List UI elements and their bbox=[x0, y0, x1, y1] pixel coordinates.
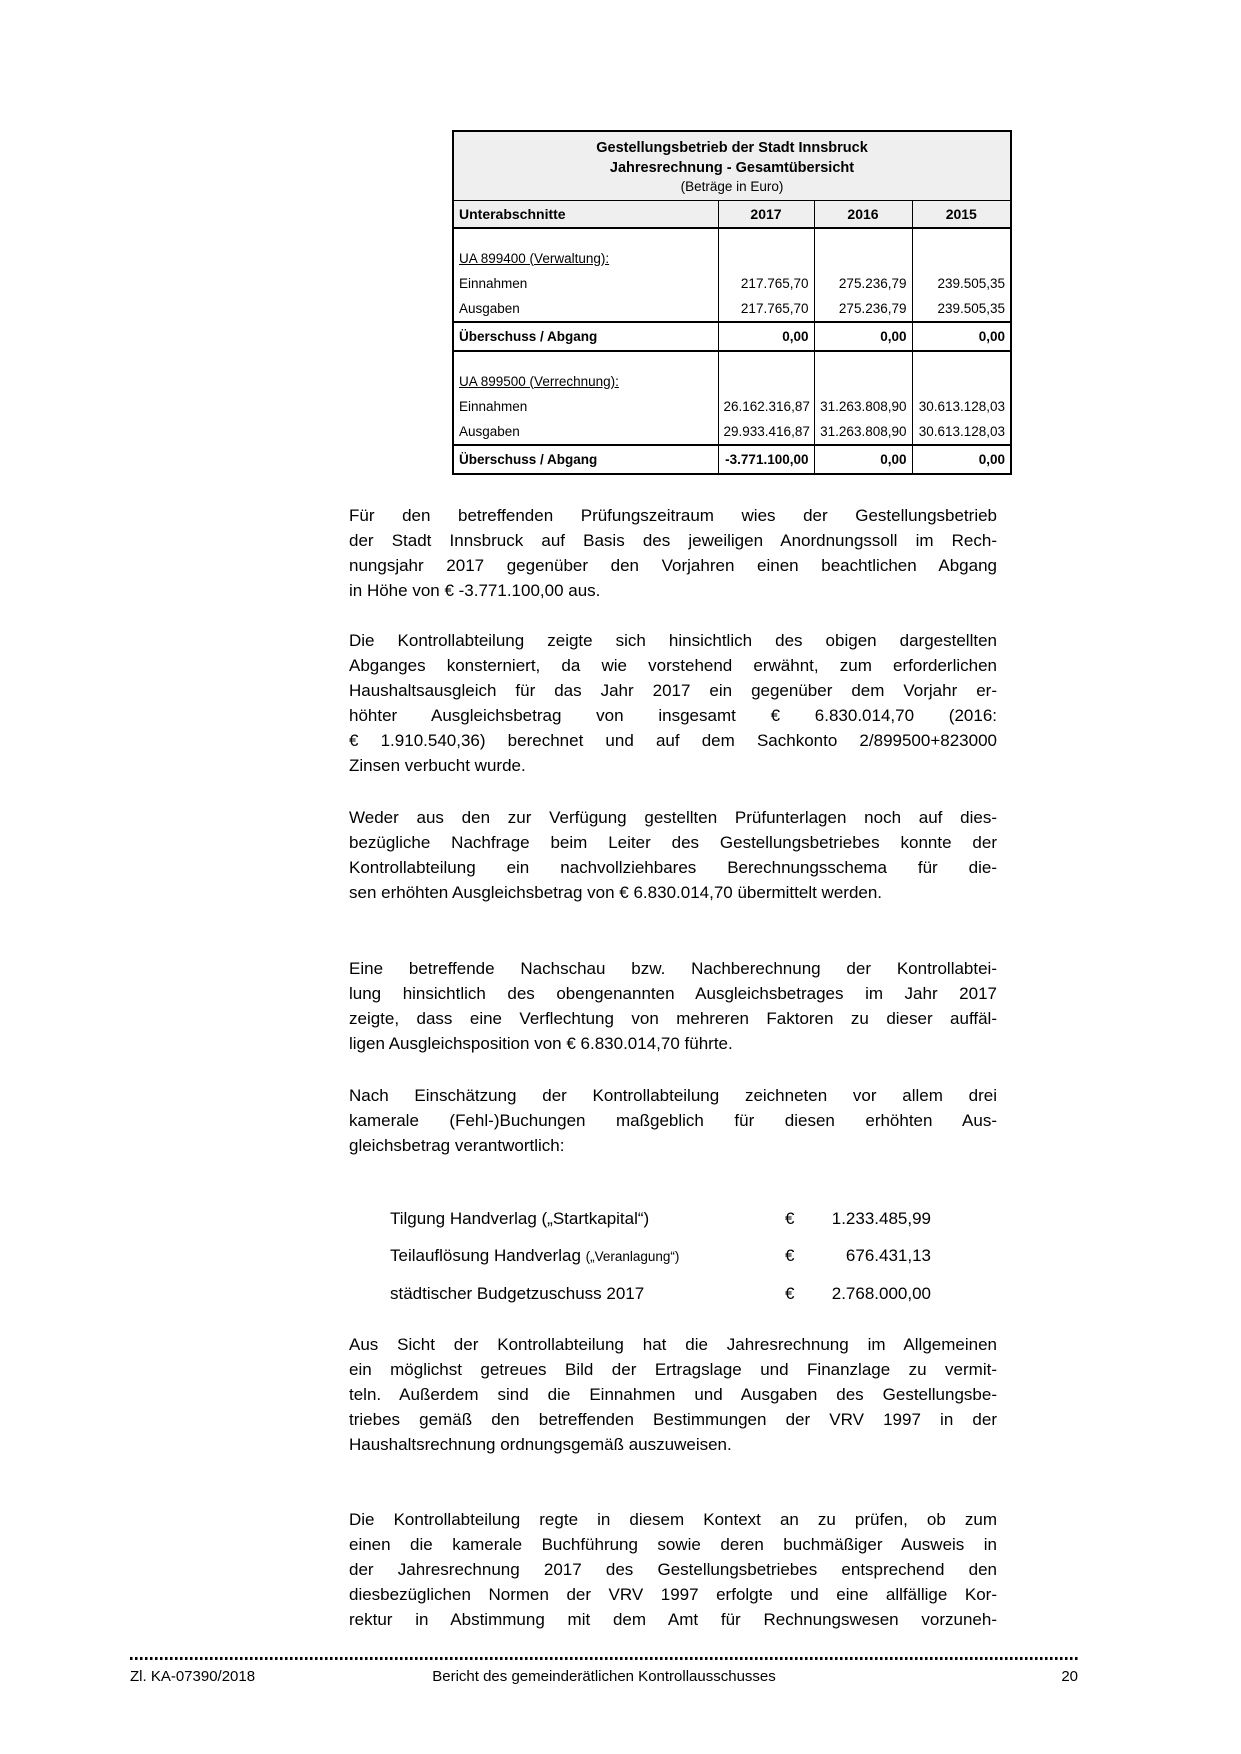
empty-cell bbox=[718, 245, 814, 271]
paragraph bbox=[349, 1332, 997, 1457]
spacer-cell bbox=[814, 351, 912, 368]
total-2016: 0,00 bbox=[814, 322, 912, 351]
text-line: diesbezüglichen Normen der VRV 1997 erfolgte und eine allfällige Kor- bbox=[349, 1585, 997, 1604]
text-line: Für den betreffenden Prüfungszeitraum wies der Gestellungsbetrieb bbox=[349, 506, 997, 525]
empty-cell bbox=[718, 368, 814, 394]
column-header-2016: 2016 bbox=[814, 201, 912, 229]
section1-heading-cell bbox=[453, 245, 718, 271]
value-2016: 31.263.808,90 bbox=[814, 419, 912, 445]
section2-total-row bbox=[453, 445, 1011, 474]
paragraph bbox=[349, 1507, 997, 1632]
list-item-label bbox=[390, 1206, 785, 1231]
list-item bbox=[390, 1206, 997, 1231]
footer-report-title: Bericht des gemeinderätlichen Kontrollausschusses bbox=[432, 1667, 776, 1685]
value-2017: 217.765,70 bbox=[718, 271, 814, 296]
value-2015: 30.613.128,03 bbox=[912, 419, 1011, 445]
text-line: kamerale (Fehl-)Buchungen maßgeblich für diesen erhöhten Aus- bbox=[349, 1111, 997, 1130]
table-title-line1: Gestellungsbetrieb der Stadt Innsbruck bbox=[596, 140, 868, 156]
table-spacer-row bbox=[453, 351, 1011, 368]
total-label: Überschuss / Abgang bbox=[453, 445, 718, 474]
value-2015: 239.505,35 bbox=[912, 296, 1011, 322]
spacer-cell bbox=[718, 228, 814, 245]
value-2016: 275.236,79 bbox=[814, 296, 912, 322]
total-label: Überschuss / Abgang bbox=[453, 322, 718, 351]
text-line: zeigte, dass eine Verflechtung von mehreren Faktoren zu dieser auffäl- bbox=[349, 1009, 997, 1028]
empty-cell bbox=[912, 245, 1011, 271]
paragraph bbox=[349, 1083, 997, 1158]
table-row bbox=[453, 419, 1011, 445]
list-item-label bbox=[390, 1281, 785, 1306]
list-item bbox=[390, 1281, 997, 1306]
text-line: in Höhe von € -3.771.100,00 aus. bbox=[349, 581, 601, 600]
text-line: höhter Ausgleichsbetrag von insgesamt € 6.830.014,70 (2016: bbox=[349, 706, 997, 725]
text-line: Die Kontrollabteilung zeigte sich hinsichtlich des obigen dargestellten bbox=[349, 631, 997, 650]
total-2015: 0,00 bbox=[912, 322, 1011, 351]
list-item-amount: 1.233.485,99 bbox=[831, 1209, 931, 1228]
paragraph bbox=[349, 805, 997, 905]
total-2017: -3.771.100,00 bbox=[718, 445, 814, 474]
section2-heading-row bbox=[453, 368, 1011, 394]
list-item-amount: 2.768.000,00 bbox=[831, 1284, 931, 1303]
text-line: Zinsen verbucht wurde. bbox=[349, 756, 526, 775]
table-row bbox=[453, 296, 1011, 322]
spacer-cell bbox=[912, 351, 1011, 368]
text-line: der Jahresrechnung 2017 des Gestellungsbetriebes entsprechend den bbox=[349, 1560, 997, 1579]
column-header-2017: 2017 bbox=[718, 201, 814, 229]
list-item-label-text: Teilauflösung Handverlag bbox=[390, 1246, 586, 1265]
table-column-header-row bbox=[453, 201, 1011, 229]
empty-cell bbox=[912, 368, 1011, 394]
text-line: Aus Sicht der Kontrollabteilung hat die Jahresrechnung im Allgemeinen bbox=[349, 1335, 997, 1354]
text-line: Eine betreffende Nachschau bzw. Nachberechnung der Kontrollabtei- bbox=[349, 959, 997, 978]
spacer-cell bbox=[453, 351, 718, 368]
text-line: Weder aus den zur Verfügung gestellten Prüfunterlagen noch auf dies- bbox=[349, 808, 997, 827]
row-label: Einnahmen bbox=[459, 399, 528, 414]
text-line: der Stadt Innsbruck auf Basis des jeweiligen Anordnungssoll im Rech- bbox=[349, 531, 997, 550]
row-label: Ausgaben bbox=[459, 301, 520, 316]
text-line: ligen Ausgleichsposition von € 6.830.014,70 führte. bbox=[349, 1034, 733, 1053]
text-line: ein möglichst getreues Bild der Ertragslage und Finanzlage zu vermit- bbox=[349, 1360, 997, 1379]
table-title-line3: (Beträge in Euro) bbox=[680, 179, 784, 194]
empty-cell bbox=[814, 245, 912, 271]
spacer-cell bbox=[814, 228, 912, 245]
total-2016: 0,00 bbox=[814, 445, 912, 474]
text-line: Haushaltsausgleich für das Jahr 2017 ein gegenüber dem Vorjahr er- bbox=[349, 681, 997, 700]
list-item-label-small: („Veranlagung“) bbox=[585, 1249, 680, 1264]
value-2017: 26.162.316,87 bbox=[718, 394, 814, 419]
text-line: gleichsbetrag verantwortlich: bbox=[349, 1136, 565, 1155]
euro-sign: € bbox=[785, 1209, 795, 1228]
euro-sign: € bbox=[785, 1284, 795, 1303]
empty-cell bbox=[814, 368, 912, 394]
table-title-cell bbox=[453, 131, 1011, 201]
value-2016: 31.263.808,90 bbox=[814, 394, 912, 419]
table-row bbox=[453, 394, 1011, 419]
list-item-label bbox=[390, 1243, 785, 1269]
column-header-2015: 2015 bbox=[912, 201, 1011, 229]
text-line: € 1.910.540,36) berechnet und auf dem Sachkonto 2/899500+823000 bbox=[349, 731, 997, 750]
list-item-amount: 676.431,13 bbox=[845, 1246, 931, 1265]
value-2016: 275.236,79 bbox=[814, 271, 912, 296]
section1-total-row bbox=[453, 322, 1011, 351]
spacer-cell bbox=[912, 228, 1011, 245]
value-2015: 30.613.128,03 bbox=[912, 394, 1011, 419]
value-2015: 239.505,35 bbox=[912, 271, 1011, 296]
section2-heading: UA 899500 (Verrechnung): bbox=[459, 373, 619, 389]
value-2017: 29.933.416,87 bbox=[718, 419, 814, 445]
footer-page-number: 20 bbox=[1061, 1667, 1078, 1685]
text-line: Kontrollabteilung ein nachvollziehbares Berechnungsschema für die- bbox=[349, 858, 997, 877]
table-row bbox=[453, 271, 1011, 296]
page-footer bbox=[130, 1657, 1078, 1685]
paragraph bbox=[349, 503, 997, 603]
spacer-cell bbox=[718, 351, 814, 368]
table-title-line2: Jahresrechnung - Gesamtübersicht bbox=[609, 160, 855, 176]
column-header-unterabschnitte: Unterabschnitte bbox=[453, 201, 718, 229]
text-line: rektur in Abstimmung mit dem Amt für Rechnungswesen vorzuneh- bbox=[349, 1610, 997, 1629]
text-line: Nach Einschätzung der Kontrollabteilung zeichneten vor allem drei bbox=[349, 1086, 997, 1105]
financial-overview-table bbox=[452, 130, 1010, 475]
list-item-label-text: städtischer Budgetzuschuss 2017 bbox=[390, 1284, 645, 1303]
text-line: lung hinsichtlich des obengenannten Ausgleichsbetrages im Jahr 2017 bbox=[349, 984, 997, 1003]
list-item-label-text: Tilgung Handverlag („Startkapital“) bbox=[390, 1209, 650, 1228]
text-line: Die Kontrollabteilung regte in diesem Kontext an zu prüfen, ob zum bbox=[349, 1510, 997, 1529]
text-line: Haushaltsrechnung ordnungsgemäß auszuweisen. bbox=[349, 1435, 732, 1454]
text-line: sen erhöhten Ausgleichsbetrag von € 6.830.014,70 übermittelt werden. bbox=[349, 883, 883, 902]
text-line: einen die kamerale Buchführung sowie deren buchmäßiger Ausweis in bbox=[349, 1535, 997, 1554]
footer-row bbox=[130, 1668, 1078, 1685]
footer-dotted-rule bbox=[130, 1657, 1078, 1660]
amount-list bbox=[349, 1206, 997, 1306]
body-text-column bbox=[349, 503, 997, 1632]
section1-heading-row bbox=[453, 245, 1011, 271]
text-line: bezügliche Nachfrage beim Leiter des Gestellungsbetriebes konnte der bbox=[349, 833, 997, 852]
text-line: nungsjahr 2017 gegenüber den Vorjahren einen beachtlichen Abgang bbox=[349, 556, 997, 575]
paragraph bbox=[349, 628, 997, 778]
table-spacer-row bbox=[453, 228, 1011, 245]
footer-reference: Zl. KA-07390/2018 bbox=[130, 1667, 256, 1685]
section2-heading-cell bbox=[453, 368, 718, 394]
text-line: Abganges konsterniert, da wie vorstehend erwähnt, zum erforderlichen bbox=[349, 656, 997, 675]
spacer-cell bbox=[453, 228, 718, 245]
list-item bbox=[390, 1243, 997, 1269]
text-line: teln. Außerdem sind die Einnahmen und Ausgaben des Gestellungsbe- bbox=[349, 1385, 997, 1404]
row-label: Einnahmen bbox=[459, 276, 528, 291]
section1-heading: UA 899400 (Verwaltung): bbox=[459, 250, 610, 266]
jahresrechnung-table bbox=[452, 130, 1012, 475]
total-2017: 0,00 bbox=[718, 322, 814, 351]
row-label: Ausgaben bbox=[459, 424, 520, 439]
table-title-row bbox=[453, 131, 1011, 201]
value-2017: 217.765,70 bbox=[718, 296, 814, 322]
euro-sign: € bbox=[785, 1246, 795, 1265]
text-line: triebes gemäß den betreffenden Bestimmungen der VRV 1997 in der bbox=[349, 1410, 997, 1429]
total-2015: 0,00 bbox=[912, 445, 1011, 474]
paragraph bbox=[349, 956, 997, 1056]
